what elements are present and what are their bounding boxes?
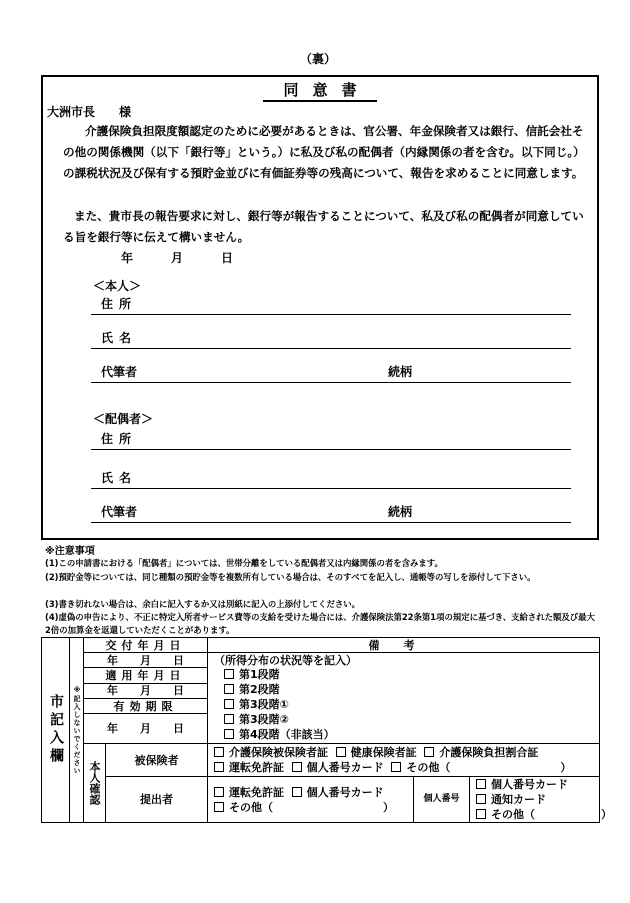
- mynumber-label: 個人番号: [414, 777, 470, 823]
- checkbox-icon: [391, 762, 401, 772]
- insured-doc-option[interactable]: 介護保険被保険者証: [214, 746, 328, 759]
- self-proxy-label: 代筆者: [101, 365, 138, 379]
- submitter-doc-option[interactable]: 個人番号カード: [292, 786, 384, 799]
- issue-date-field[interactable]: 年 月 日: [84, 653, 208, 668]
- checkbox-icon: [224, 729, 234, 739]
- self-name-line[interactable]: [91, 348, 571, 349]
- addressee: 大洲市長 様: [47, 105, 132, 119]
- checkbox-icon: [292, 762, 302, 772]
- stage-option[interactable]: 第1段階: [214, 667, 593, 682]
- issue-date-label: 交付年月日: [84, 638, 208, 653]
- consent-title: 同意書: [43, 80, 597, 102]
- spouse-name-line[interactable]: [91, 488, 571, 489]
- submitter-label: 提出者: [106, 777, 208, 823]
- self-section-label: ＜本人＞: [93, 279, 142, 293]
- self-relation-label: 続柄: [388, 365, 413, 379]
- consent-paragraph-1: 介護保険負担限度額認定のために必要があるときは、官公署、年金保険者又は銀行、信託会社その他の関係機関（以下「銀行等」という。）に私及び私の配偶者（内縁関係の者を含む。以下同じ。）の課税状況及び保有する預貯金並びに有価証券等の残高について、報告を求めることに同意します。: [63, 124, 585, 180]
- valid-period-label: 有効期限: [84, 698, 208, 713]
- apply-date-field[interactable]: 年 月 日: [84, 683, 208, 698]
- mynumber-doc-option[interactable]: その他（ ）: [476, 807, 596, 822]
- checkbox-icon: [476, 779, 486, 789]
- page-side-label: （裏）: [300, 52, 337, 66]
- mynumber-doc-option[interactable]: 通知カード: [476, 792, 596, 807]
- note-item: (2)預貯金等については、同じ種類の預貯金等を複数所有している場合は、そのすべてを記入し、通帳等の写しを添付して下さい。: [45, 572, 536, 582]
- checkbox-icon: [214, 762, 224, 772]
- self-address-label: 住所: [101, 297, 138, 311]
- insured-doc-option[interactable]: 運転免許証: [214, 761, 284, 774]
- stage-option[interactable]: 第3段階②: [214, 712, 593, 727]
- apply-date-label: 適用年月日: [84, 668, 208, 683]
- checkbox-icon: [224, 684, 234, 694]
- insured-docs: [208, 744, 600, 777]
- insured-label: 被保険者: [106, 744, 208, 777]
- checkbox-icon: [224, 669, 234, 679]
- insured-doc-option[interactable]: その他（ ）: [391, 761, 571, 774]
- office-side-note: ※記入しないでください: [70, 638, 84, 823]
- spouse-section-label: ＜配偶者＞: [93, 412, 154, 426]
- checkbox-icon: [476, 809, 486, 819]
- mynumber-docs: [470, 777, 612, 823]
- spouse-address-line[interactable]: [91, 449, 571, 450]
- submitter-doc-option[interactable]: 運転免許証: [214, 786, 284, 799]
- checkbox-icon: [476, 794, 486, 804]
- notes-title: ※注意事項: [45, 546, 95, 557]
- stage-option[interactable]: 第4段階（非該当）: [214, 727, 593, 742]
- checkbox-icon: [424, 747, 434, 757]
- stage-option[interactable]: 第3段階①: [214, 697, 593, 712]
- spouse-proxy-line[interactable]: [91, 522, 571, 523]
- spouse-proxy-label: 代筆者: [101, 505, 138, 519]
- checkbox-icon: [292, 787, 302, 797]
- checkbox-icon: [224, 699, 234, 709]
- identity-check-label: 本人確認: [84, 744, 106, 823]
- checkbox-icon: [224, 714, 234, 724]
- submitter-doc-option[interactable]: その他（ ）: [214, 801, 394, 814]
- insured-doc-option[interactable]: 個人番号カード: [292, 761, 384, 774]
- self-address-line[interactable]: [91, 314, 571, 315]
- spouse-address-label: 住所: [101, 432, 138, 446]
- note-item: (3)書き切れない場合は、余白に記入するか又は別紙に記入の上添付してください。: [45, 599, 360, 609]
- checkbox-icon: [214, 802, 224, 812]
- spouse-relation-label: 続柄: [388, 505, 413, 519]
- checkbox-icon: [336, 747, 346, 757]
- self-proxy-line[interactable]: [91, 382, 571, 383]
- remarks-label: 備考: [208, 638, 600, 653]
- self-name-label: 氏名: [101, 331, 138, 345]
- consent-paragraph-2: また、貴市長の報告要求に対し、銀行等が報告することについて、私及び私の配偶者が同意している旨を銀行等に伝えて構いません。: [63, 209, 584, 244]
- checkbox-icon: [214, 747, 224, 757]
- note-item: (1)この申請書における「配偶者」については、世帯分離をしている配偶者又は内縁関係の者を含みます。: [45, 558, 443, 568]
- office-use-table: [41, 637, 612, 823]
- stage-option[interactable]: 第2段階: [214, 682, 593, 697]
- remarks-field[interactable]: （所得分布の状況等を記入） 第1段階 第2段階 第3段階① 第3段階② 第4段階（非該当）: [208, 653, 600, 744]
- valid-period-field[interactable]: 年 月 日: [84, 714, 208, 744]
- office-side-title: 市記入欄: [42, 638, 70, 823]
- spouse-name-label: 氏名: [101, 471, 138, 485]
- mynumber-doc-option[interactable]: 個人番号カード: [476, 777, 596, 792]
- submitter-docs: [208, 777, 414, 823]
- insured-doc-option[interactable]: 介護保険負担割合証: [424, 746, 538, 759]
- checkbox-icon: [214, 787, 224, 797]
- consent-form: 同意書 大洲市長 様 介護保険負担限度額認定のために必要があるときは、官公署、年金保険者又は銀行、信託会社その他の関係機関（以下「銀行等」という。）に私及び私の配偶者（内縁関係の者を含む。以下同じ。）の課税状況及び保有する預貯金並びに有価証券等の残高について、報告を求めることに同意します。 また、貴市長の報告要求に対し、銀行等が報告することについて、私及び私の配偶者が同意している旨を銀行等に伝えて構いません。 年 月 日 ＜本人＞ 住所 氏名 代筆者 続柄 ＜配偶者＞ 住所 氏名 代筆者 続柄: [41, 75, 599, 540]
- note-item: (4)虚偽の申告により、不正に特定入所者サービス費等の支給を受けた場合には、介護保険法第22条第1項の規定に基づき、支給された額及び最大2倍の加算金を返還していただくことがあります。: [45, 612, 595, 635]
- insured-doc-option[interactable]: 健康保険者証: [336, 746, 417, 759]
